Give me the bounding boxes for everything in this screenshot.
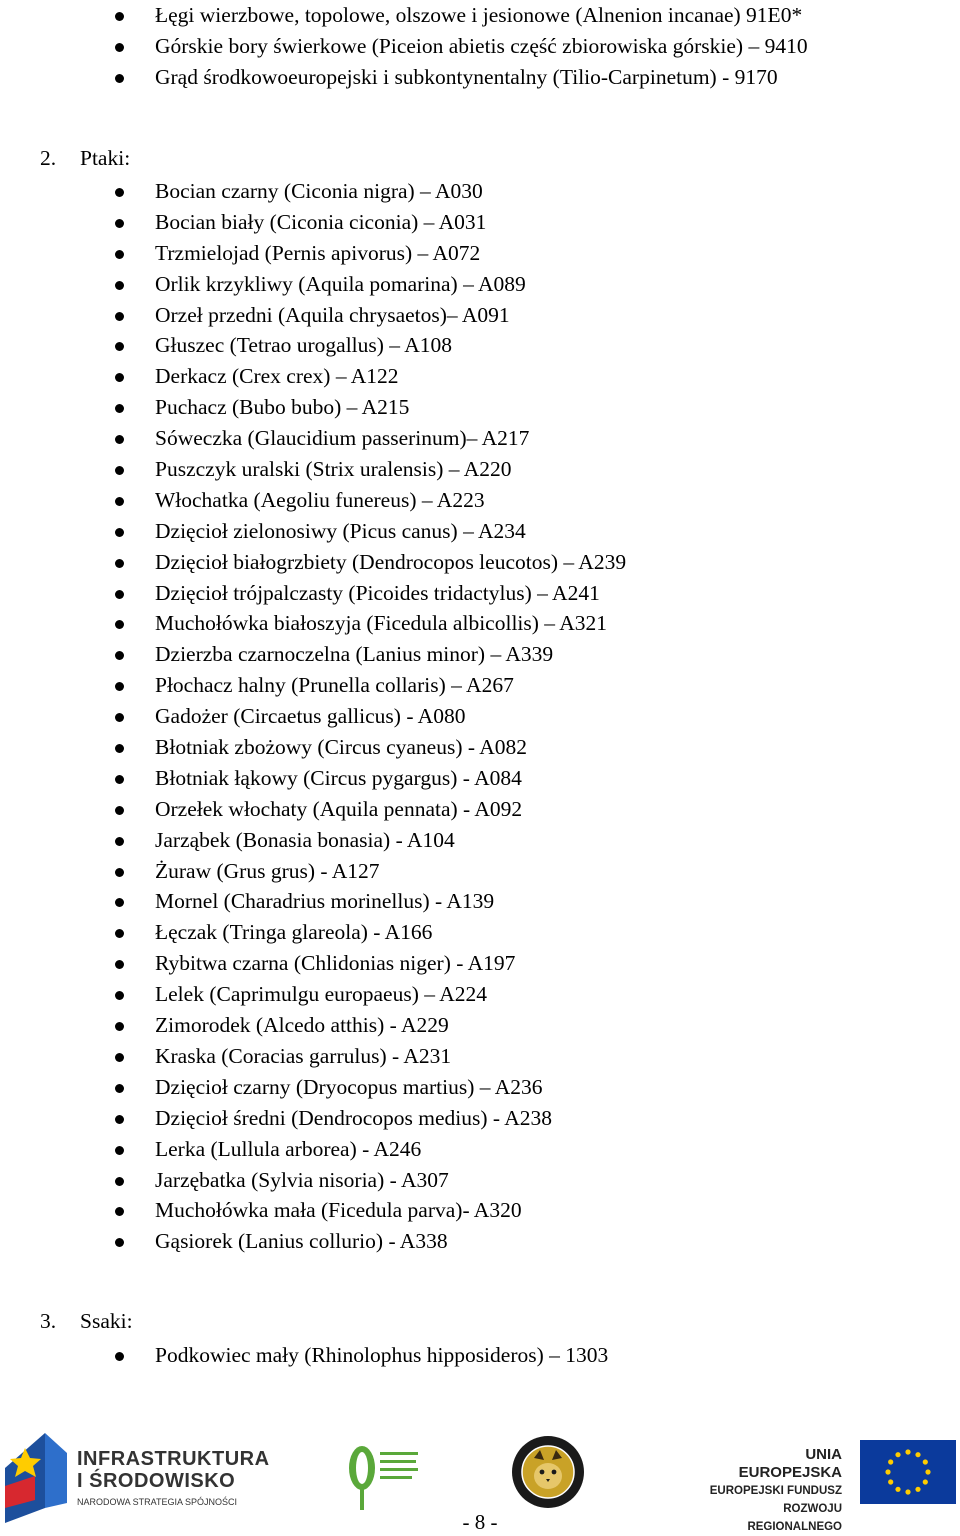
bird-item [0, 238, 626, 269]
bird-item [0, 1010, 626, 1041]
list-item-text: Jarzębatka (Sylvia nisoria) - A307 [155, 1167, 449, 1192]
bird-item [0, 639, 626, 670]
bullet-icon [115, 713, 124, 722]
bullet-icon [115, 1177, 124, 1186]
bird-item [0, 361, 626, 392]
bird-item [0, 1195, 626, 1226]
bullet-icon [115, 898, 124, 907]
bird-item [0, 1103, 626, 1134]
bird-item [0, 392, 626, 423]
eu-flag-icon [860, 1440, 956, 1504]
list-item-text: Puchacz (Bubo bubo) – A215 [155, 395, 410, 420]
ue-title: UNIA EUROPEJSKA [738, 1446, 842, 1481]
habitat-list [0, 0, 808, 93]
bullet-icon [115, 1352, 124, 1361]
section-number: 2. [40, 146, 57, 170]
bird-item [0, 207, 626, 238]
list-item-text: Błotniak łąkowy (Circus pygargus) - A084 [155, 765, 522, 790]
list-item-text: Sóweczka (Glaucidium passerinum)– A217 [155, 426, 530, 451]
bullet-icon [115, 1022, 124, 1031]
list-item-text: Żuraw (Grus grus) - A127 [155, 858, 380, 883]
bullet-icon [115, 559, 124, 568]
list-item-text: Bocian czarny (Ciconia nigra) – A030 [155, 179, 483, 203]
list-item-text: Muchołówka mała (Ficedula parva)- A320 [155, 1198, 522, 1223]
bullet-icon [115, 1207, 124, 1216]
bird-item [0, 547, 626, 578]
list-item-text: Grąd środkowoeuropejski i subkontynentalny (Tilio-Carpinetum) - 9170 [155, 64, 778, 89]
bird-item [0, 979, 626, 1010]
bird-item [0, 794, 626, 825]
list-item-text: Dzięcioł trójpalczasty (Picoides tridactylus) – A241 [155, 580, 600, 605]
bullet-icon [115, 312, 124, 321]
strategia-subtitle: NARODOWA STRATEGIA SPÓJNOŚCI [77, 1497, 238, 1507]
habitat-item [0, 0, 808, 31]
bird-item [0, 300, 626, 331]
ue-fund-line1: EUROPEJSKI FUNDUSZ [709, 1485, 842, 1497]
list-item-text: Włochatka (Aegoliu funereus) – A223 [155, 487, 485, 512]
list-item-text: Dzierzba czarnoczelna (Lanius minor) – A339 [155, 642, 554, 667]
bird-item [0, 1134, 626, 1165]
list-item-text: Zimorodek (Alcedo atthis) - A229 [155, 1013, 449, 1038]
section-title: Ptaki: [80, 146, 131, 170]
list-item-text: Podkowiec mały (Rhinolophus hipposideros) – 1303 [155, 1343, 609, 1367]
list-item-text: Kraska (Coracias garrulus) - A231 [155, 1043, 452, 1068]
bullet-icon [115, 342, 124, 351]
bullet-icon [115, 960, 124, 969]
bird-species-list [0, 176, 626, 1257]
bullet-icon [115, 620, 124, 629]
bullet-icon [115, 590, 124, 599]
bullet-icon [115, 744, 124, 753]
section-heading-mammals [40, 1309, 133, 1334]
list-item-text: Gadożer (Circaetus gallicus) - A080 [155, 704, 466, 729]
list-item-text: Łęgi wierzbowe, topolowe, olszowe i jesionowe (Alnenion incanae) 91E0* [155, 3, 803, 27]
bird-item [0, 886, 626, 917]
bullet-icon [115, 651, 124, 660]
bird-item [0, 1041, 626, 1072]
list-item-text: Orzeł przedni (Aquila chrysaetos)– A091 [155, 302, 510, 327]
list-item-text: Puszczyk uralski (Strix uralensis) – A220 [155, 457, 512, 482]
section-number: 3. [40, 1309, 57, 1333]
list-item-text: Górskie bory świerkowe (Piceion abietis część zbiorowiska górskie) – 9410 [155, 33, 808, 58]
bullet-icon [115, 250, 124, 259]
list-item-text: Głuszec (Tetrao urogallus) – A108 [155, 333, 453, 358]
bullet-icon [115, 837, 124, 846]
list-item-text: Orlik krzykliwy (Aquila pomarina) – A089 [155, 271, 526, 296]
bird-item [0, 176, 626, 207]
list-item-text: Lelek (Caprimulgu europaeus) – A224 [155, 982, 487, 1007]
bird-item [0, 330, 626, 361]
bullet-icon [115, 74, 124, 83]
list-item-text: Bocian biały (Ciconia ciconia) – A031 [155, 209, 487, 234]
list-item-text: Błotniak zbożowy (Circus cyaneus) - A082 [155, 735, 527, 760]
list-item-text: Dzięcioł średni (Dendrocopos medius) - A238 [155, 1105, 553, 1130]
bird-item [0, 608, 626, 639]
list-item-text: Jarząbek (Bonasia bonasia) - A104 [155, 827, 455, 852]
bullet-icon [115, 43, 124, 52]
section-heading-birds [40, 146, 130, 171]
bullet-icon [115, 1238, 124, 1247]
mammal-item [0, 1340, 608, 1371]
list-item-text: Dzięcioł białogrzbiety (Dendrocopos leucotos) – A239 [155, 549, 627, 574]
mammal-species-list [0, 1340, 608, 1371]
bird-item [0, 578, 626, 609]
unia-europejska-logo [700, 1440, 958, 1533]
list-item-text: Gąsiorek (Lanius collurio) - A338 [155, 1229, 448, 1254]
bullet-icon [115, 435, 124, 444]
list-item-text: Derkacz (Crex crex) – A122 [155, 364, 399, 389]
bird-item [0, 732, 626, 763]
bullet-icon [115, 12, 124, 21]
bird-item [0, 1226, 626, 1257]
bullet-icon [115, 373, 124, 382]
bullet-icon [115, 497, 124, 506]
bird-item [0, 269, 626, 300]
habitat-item [0, 31, 808, 62]
bird-item [0, 485, 626, 516]
lynx-emblem-icon [510, 1434, 586, 1510]
bullet-icon [115, 868, 124, 877]
bullet-icon [115, 219, 124, 228]
list-item-text: Muchołówka białoszyja (Ficedula albicollis) – A321 [155, 611, 608, 636]
bird-item [0, 701, 626, 732]
bird-item [0, 423, 626, 454]
bullet-icon [115, 404, 124, 413]
bullet-icon [115, 528, 124, 537]
bird-item [0, 856, 626, 887]
bullet-icon [115, 1146, 124, 1155]
list-item-text: Łęczak (Tringa glareola) - A166 [155, 920, 433, 945]
habitat-item [0, 62, 808, 93]
bullet-icon [115, 775, 124, 784]
ue-fund-line2: ROZWOJU REGIONALNEGO [747, 1503, 842, 1533]
list-item-text: Dzięcioł czarny (Dryocopus martius) – A236 [155, 1074, 543, 1099]
bird-item [0, 1072, 626, 1103]
bird-item [0, 948, 626, 979]
bullet-icon [115, 1115, 124, 1124]
list-item-text: Trzmielojad (Pernis apivorus) – A072 [155, 240, 481, 265]
bullet-icon [115, 1053, 124, 1062]
bird-item [0, 670, 626, 701]
bullet-icon [115, 991, 124, 1000]
bullet-icon [115, 1084, 124, 1093]
bullet-icon [115, 806, 124, 815]
section-title: Ssaki: [80, 1309, 133, 1333]
bullet-icon [115, 188, 124, 197]
list-item-text: Orzełek włochaty (Aquila pennata) - A092 [155, 796, 523, 821]
list-item-text: Dzięcioł zielonosiwy (Picus canus) – A234 [155, 518, 526, 543]
leaf-tree-icon [340, 1438, 420, 1518]
bullet-icon [115, 466, 124, 475]
gdos-logo [340, 1438, 420, 1518]
bullet-icon [115, 682, 124, 691]
list-item-text: Rybitwa czarna (Chlidonias niger) - A197 [155, 951, 516, 976]
bird-item [0, 763, 626, 794]
page-number: - 8 - [462, 1510, 498, 1534]
bird-item [0, 825, 626, 856]
bird-item [0, 516, 626, 547]
bird-item [0, 454, 626, 485]
bullet-icon [115, 929, 124, 938]
bullet-icon [115, 281, 124, 290]
bieszczadzki-park-logo [510, 1434, 586, 1510]
bird-item [0, 917, 626, 948]
bird-item [0, 1165, 626, 1196]
list-item-text: Płochacz halny (Prunella collaris) – A267 [155, 673, 514, 698]
list-item-text: Lerka (Lullula arborea) - A246 [155, 1136, 422, 1161]
infrastruktura-title: INFRASTRUKTURA [77, 1448, 270, 1470]
srodowisko-title: I ŚRODOWISKO [77, 1470, 236, 1492]
list-item-text: Mornel (Charadrius morinellus) - A139 [155, 889, 495, 914]
